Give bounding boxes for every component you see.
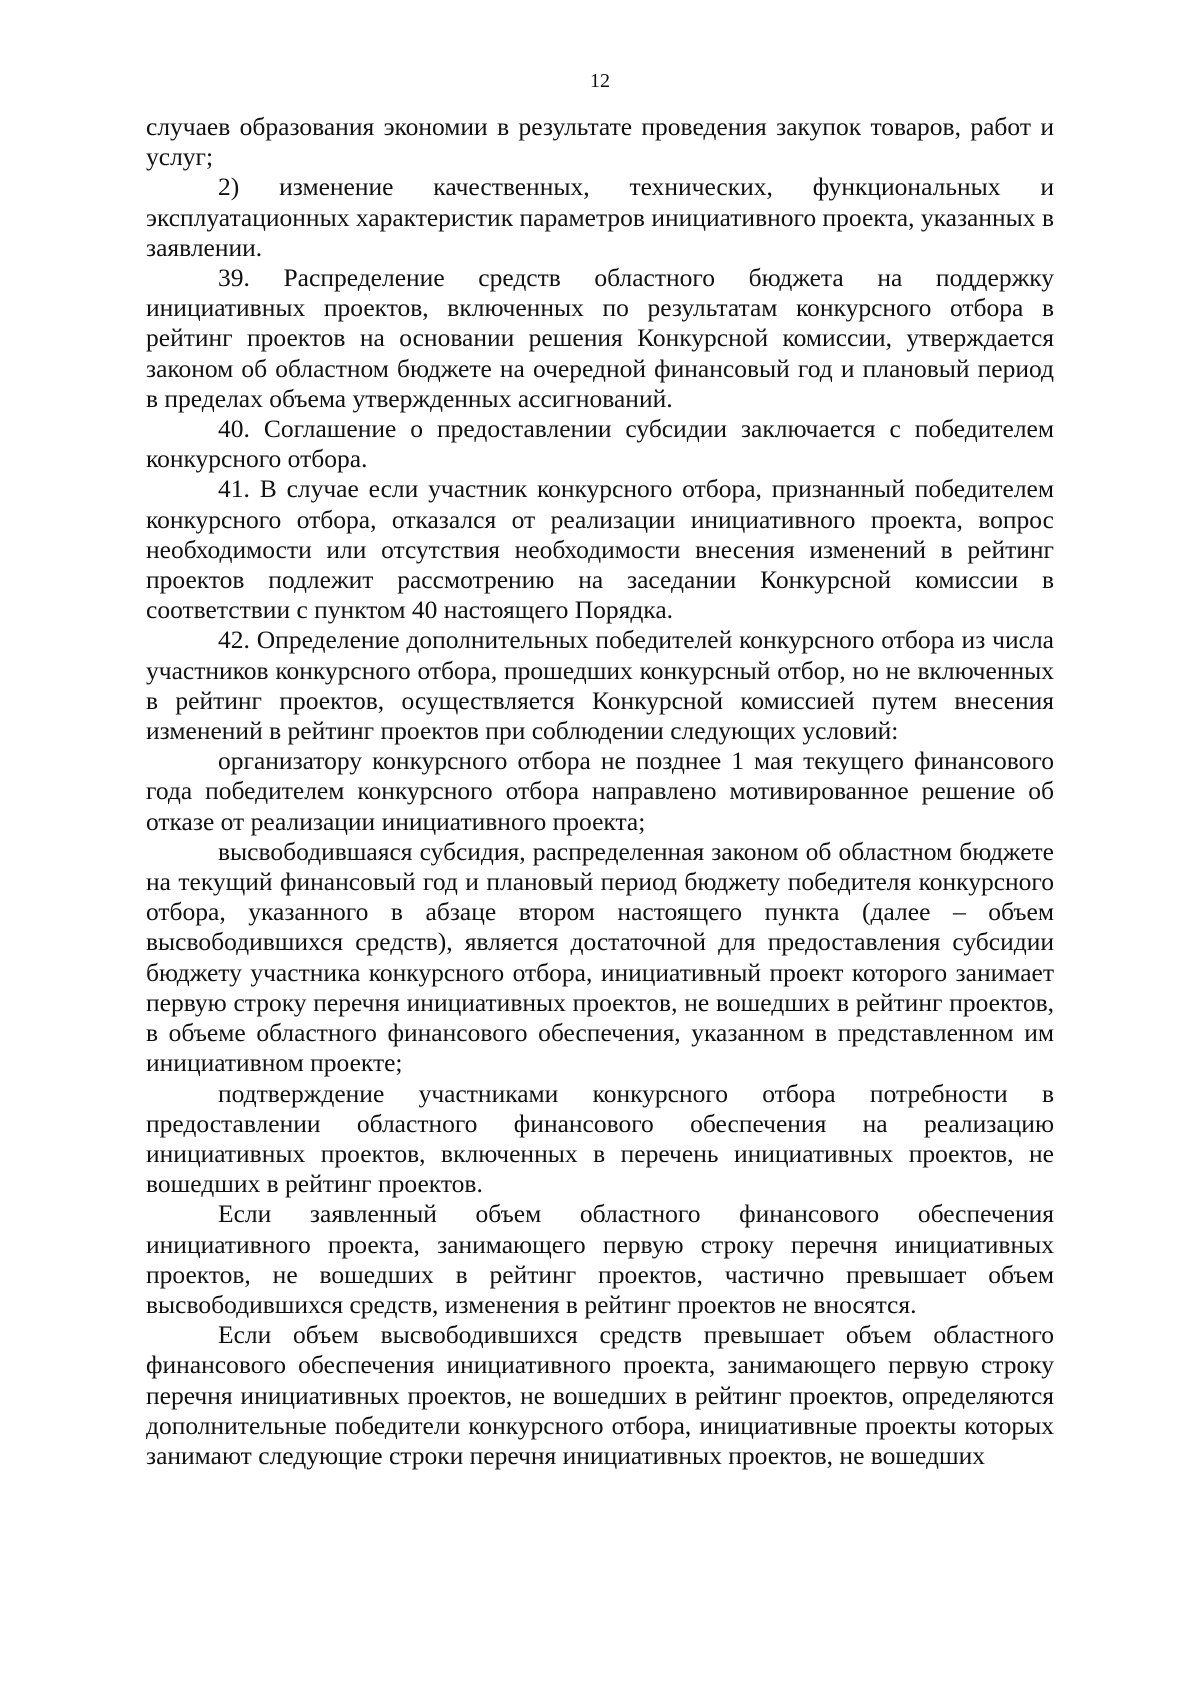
page-number: 12 — [590, 70, 610, 92]
paragraph: 2) изменение качественных, технических, функциональных и эксплуатационных характеристик параметров инициативного проекта, указанных в заявлении. — [146, 172, 1054, 262]
paragraph-item-42: 42. Определение дополнительных победителей конкурсного отбора из числа участников конкурсного отбора, прошедших конкурсный отбор, но не включенных в рейтинг проектов, осуществляется Конкурсной комиссией путем внесения изменений в рейтинг проектов при соблюдении следующих условий: — [146, 625, 1054, 746]
paragraph-item-39: 39. Распределение средств областного бюджета на поддержку инициативных проектов, включенных по результатам конкурсного отбора в рейтинг проектов на основании решения Конкурсной комиссии, утверждается законом об областном бюджете на очередной финансовый год и плановый период в пределах объема утвержденных ассигнований. — [146, 263, 1054, 413]
paragraph: Если заявленный объем областного финансового обеспечения инициативного проекта, занимающего первую строку перечня инициативных проектов, не вошедших в рейтинг проектов, частично превышает объем высвободившихся средств, изменения в рейтинг проектов не вносятся. — [146, 1199, 1054, 1319]
paragraph-item-40: 40. Соглашение о предоставлении субсидии заключается с победителем конкурсного отбора. — [146, 414, 1054, 474]
paragraph: организатору конкурсного отбора не позднее 1 мая текущего финансового года победителем конкурсного отбора направлено мотивированное решение об отказе от реализации инициативного проекта; — [146, 746, 1054, 836]
paragraph: случаев образования экономии в результате проведения закупок товаров, работ и услуг; — [146, 112, 1054, 172]
paragraph: подтверждение участниками конкурсного отбора потребности в предоставлении областного финансового обеспечения на реализацию инициативных проектов, включенных в перечень инициативных проектов, не вошедших в рейтинг проектов. — [146, 1078, 1054, 1199]
paragraph: Если объем высвободившихся средств превышает объем областного финансового обеспечения инициативного проекта, занимающего первую строку перечня инициативных проектов, не вошедших в рейтинг проектов, определяются дополнительные победители конкурсного отбора, инициативные проекты которых занимают следующие строки перечня инициативных проектов, не вошедших — [146, 1320, 1054, 1470]
paragraph-item-41: 41. В случае если участник конкурсного отбора, признанный победителем конкурсного отбора, отказался от реализации инициативного проекта, вопрос необходимости или отсутствия необходимости внесения изменений в рейтинг проектов подлежит рассмотрению на заседании Конкурсной комиссии в соответствии с пунктом 40 настоящего Порядка. — [146, 474, 1054, 625]
paragraph: высвободившаяся субсидия, распределенная законом об областном бюджете на текущий финансовый год и плановый период бюджету победителя конкурсного отбора, указанного в абзаце втором настоящего пункта (далее – объем высвободившихся средств), является достаточной для предоставления субсидии бюджету участника конкурсного отбора, инициативный проект которого занимает первую строку перечня инициативных проектов, не вошедших в рейтинг проектов, в объеме областного финансового обеспечения, указанном в представленном им инициативном проекте; — [146, 836, 1054, 1078]
document-text-body — [146, 112, 1054, 1471]
